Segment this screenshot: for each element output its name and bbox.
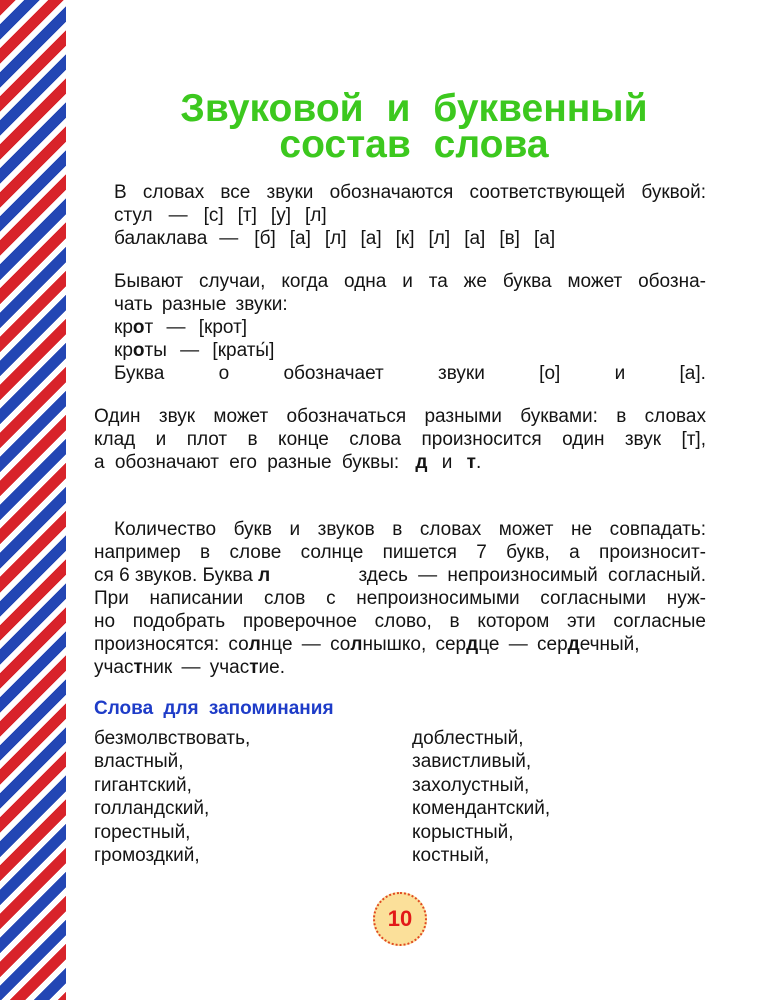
word-part: кр bbox=[114, 317, 133, 338]
paragraph-2-line-1: Бывают случаи, когда одна и та же буква может обозна- bbox=[114, 271, 706, 292]
word-part: ты bbox=[144, 340, 167, 361]
word: [о] bbox=[539, 363, 561, 384]
text: учас bbox=[94, 657, 134, 678]
paragraph-4-line-4: При написании слов с непроизносимыми согласными нуж- bbox=[94, 588, 706, 609]
page-title-line-2: состав слова bbox=[279, 123, 549, 166]
highlighted-letter: д bbox=[466, 634, 479, 655]
sound: [к] bbox=[395, 228, 415, 249]
highlighted-letter: о bbox=[132, 340, 145, 361]
highlighted-letter: л bbox=[350, 634, 363, 655]
sound: [т] bbox=[237, 205, 257, 226]
text: . bbox=[475, 452, 482, 473]
list-item: корыстный, bbox=[412, 821, 514, 843]
text: це — сер bbox=[478, 634, 568, 655]
word: и bbox=[614, 363, 626, 384]
list-item: комендантский, bbox=[412, 798, 551, 820]
sound: [краты́] bbox=[212, 340, 275, 361]
example-word: стул bbox=[114, 205, 153, 226]
paragraph-3-line-2: клад и плот в конце слова произносится один звук [т], bbox=[94, 429, 706, 450]
sound: [а] bbox=[360, 228, 382, 249]
word: Буква bbox=[114, 363, 165, 384]
dash: — bbox=[180, 340, 200, 361]
text: нце — со bbox=[260, 634, 351, 655]
word: [а]. bbox=[679, 363, 706, 384]
sound: [а] bbox=[464, 228, 486, 249]
text: ечный, bbox=[579, 634, 640, 655]
page-number: 10 bbox=[387, 906, 413, 931]
list-item: завистливый, bbox=[412, 751, 532, 773]
text: произносятся: со bbox=[94, 634, 249, 655]
list-item: захолустный, bbox=[412, 774, 530, 796]
highlighted-letter: д bbox=[567, 634, 580, 655]
example-word: балаклава bbox=[114, 228, 208, 249]
memo-section-title: Слова для запоминания bbox=[94, 698, 334, 719]
list-item: доблестный, bbox=[412, 728, 524, 749]
list-item: костный, bbox=[412, 845, 490, 867]
paragraph-4-line-6 bbox=[94, 633, 706, 656]
text: и bbox=[441, 452, 453, 473]
dash: — bbox=[168, 205, 188, 226]
paragraph-3-line-1: Один звук может обозначаться разными буквами: в словах bbox=[94, 406, 706, 427]
memo-words-left-column bbox=[94, 727, 250, 867]
highlighted-letter: л bbox=[258, 565, 271, 586]
highlighted-letter: т bbox=[249, 657, 259, 678]
paragraph-2-line-2: чать разные звуки: bbox=[114, 294, 288, 315]
text: ся 6 звуков. Буква bbox=[94, 565, 253, 586]
highlighted-letter: т bbox=[466, 452, 476, 473]
paragraph-4-line-1: Количество букв и звуков в словах может не совпадать: bbox=[114, 519, 706, 540]
highlighted-letter: д bbox=[415, 452, 428, 473]
list-item: громоздкий, bbox=[94, 845, 200, 867]
page-number-badge bbox=[373, 892, 427, 946]
word: обозначает bbox=[283, 363, 384, 384]
sound: [в] bbox=[499, 228, 520, 249]
word: о bbox=[218, 363, 230, 384]
sound: [л] bbox=[304, 205, 327, 226]
text: ие. bbox=[258, 657, 286, 678]
sound: [л] bbox=[324, 228, 347, 249]
example-balaklava bbox=[114, 227, 706, 250]
highlighted-letter: т bbox=[133, 657, 143, 678]
sound: [а] bbox=[533, 228, 556, 249]
sound: [л] bbox=[428, 228, 451, 249]
list-item: безмолвствовать, bbox=[94, 728, 251, 749]
example-kroty bbox=[114, 339, 706, 362]
example-stul bbox=[114, 204, 706, 227]
text: а обозначают его разные буквы: bbox=[94, 452, 400, 473]
list-item: горестный, bbox=[94, 821, 191, 843]
text: здесь — непроизносимый согласный. bbox=[358, 565, 706, 586]
example-krot bbox=[114, 316, 706, 339]
memo-words-right-column bbox=[412, 727, 550, 867]
paragraph-4-line-5: но подобрать проверочное слово, в котором эти согласные bbox=[94, 611, 706, 632]
list-item: гигантский, bbox=[94, 774, 192, 796]
page-title-line-1: Звуковой и буквенный bbox=[180, 87, 648, 130]
word: звуки bbox=[438, 363, 485, 384]
list-item: властный, bbox=[94, 751, 184, 773]
word-part: кр bbox=[114, 340, 133, 361]
sound: [б] bbox=[254, 228, 276, 249]
paragraph-1-intro: В словах все звуки обозначаются соответствующей буквой: bbox=[114, 182, 706, 203]
sound: [а] bbox=[289, 228, 311, 249]
word-part: т bbox=[144, 317, 154, 338]
paragraph-4-line-3 bbox=[94, 564, 706, 587]
paragraph-4-line-2: например в слове солнце пишется 7 букв, а произносит- bbox=[94, 542, 706, 563]
text: нышко, сер bbox=[362, 634, 467, 655]
paragraph-2-last-line bbox=[114, 362, 706, 385]
sound: [у] bbox=[270, 205, 291, 226]
paragraph-3-line-3 bbox=[94, 451, 706, 474]
decorative-stripe-border bbox=[0, 0, 66, 1000]
highlighted-letter: л bbox=[248, 634, 261, 655]
text: ник — учас bbox=[142, 657, 250, 678]
dash: — bbox=[166, 317, 186, 338]
dash: — bbox=[219, 228, 239, 249]
highlighted-letter: о bbox=[132, 317, 145, 338]
paragraph-4-line-7 bbox=[94, 656, 706, 679]
sound: [с] bbox=[203, 205, 224, 226]
sound: [крот] bbox=[198, 317, 248, 338]
list-item: голландский, bbox=[94, 798, 210, 820]
